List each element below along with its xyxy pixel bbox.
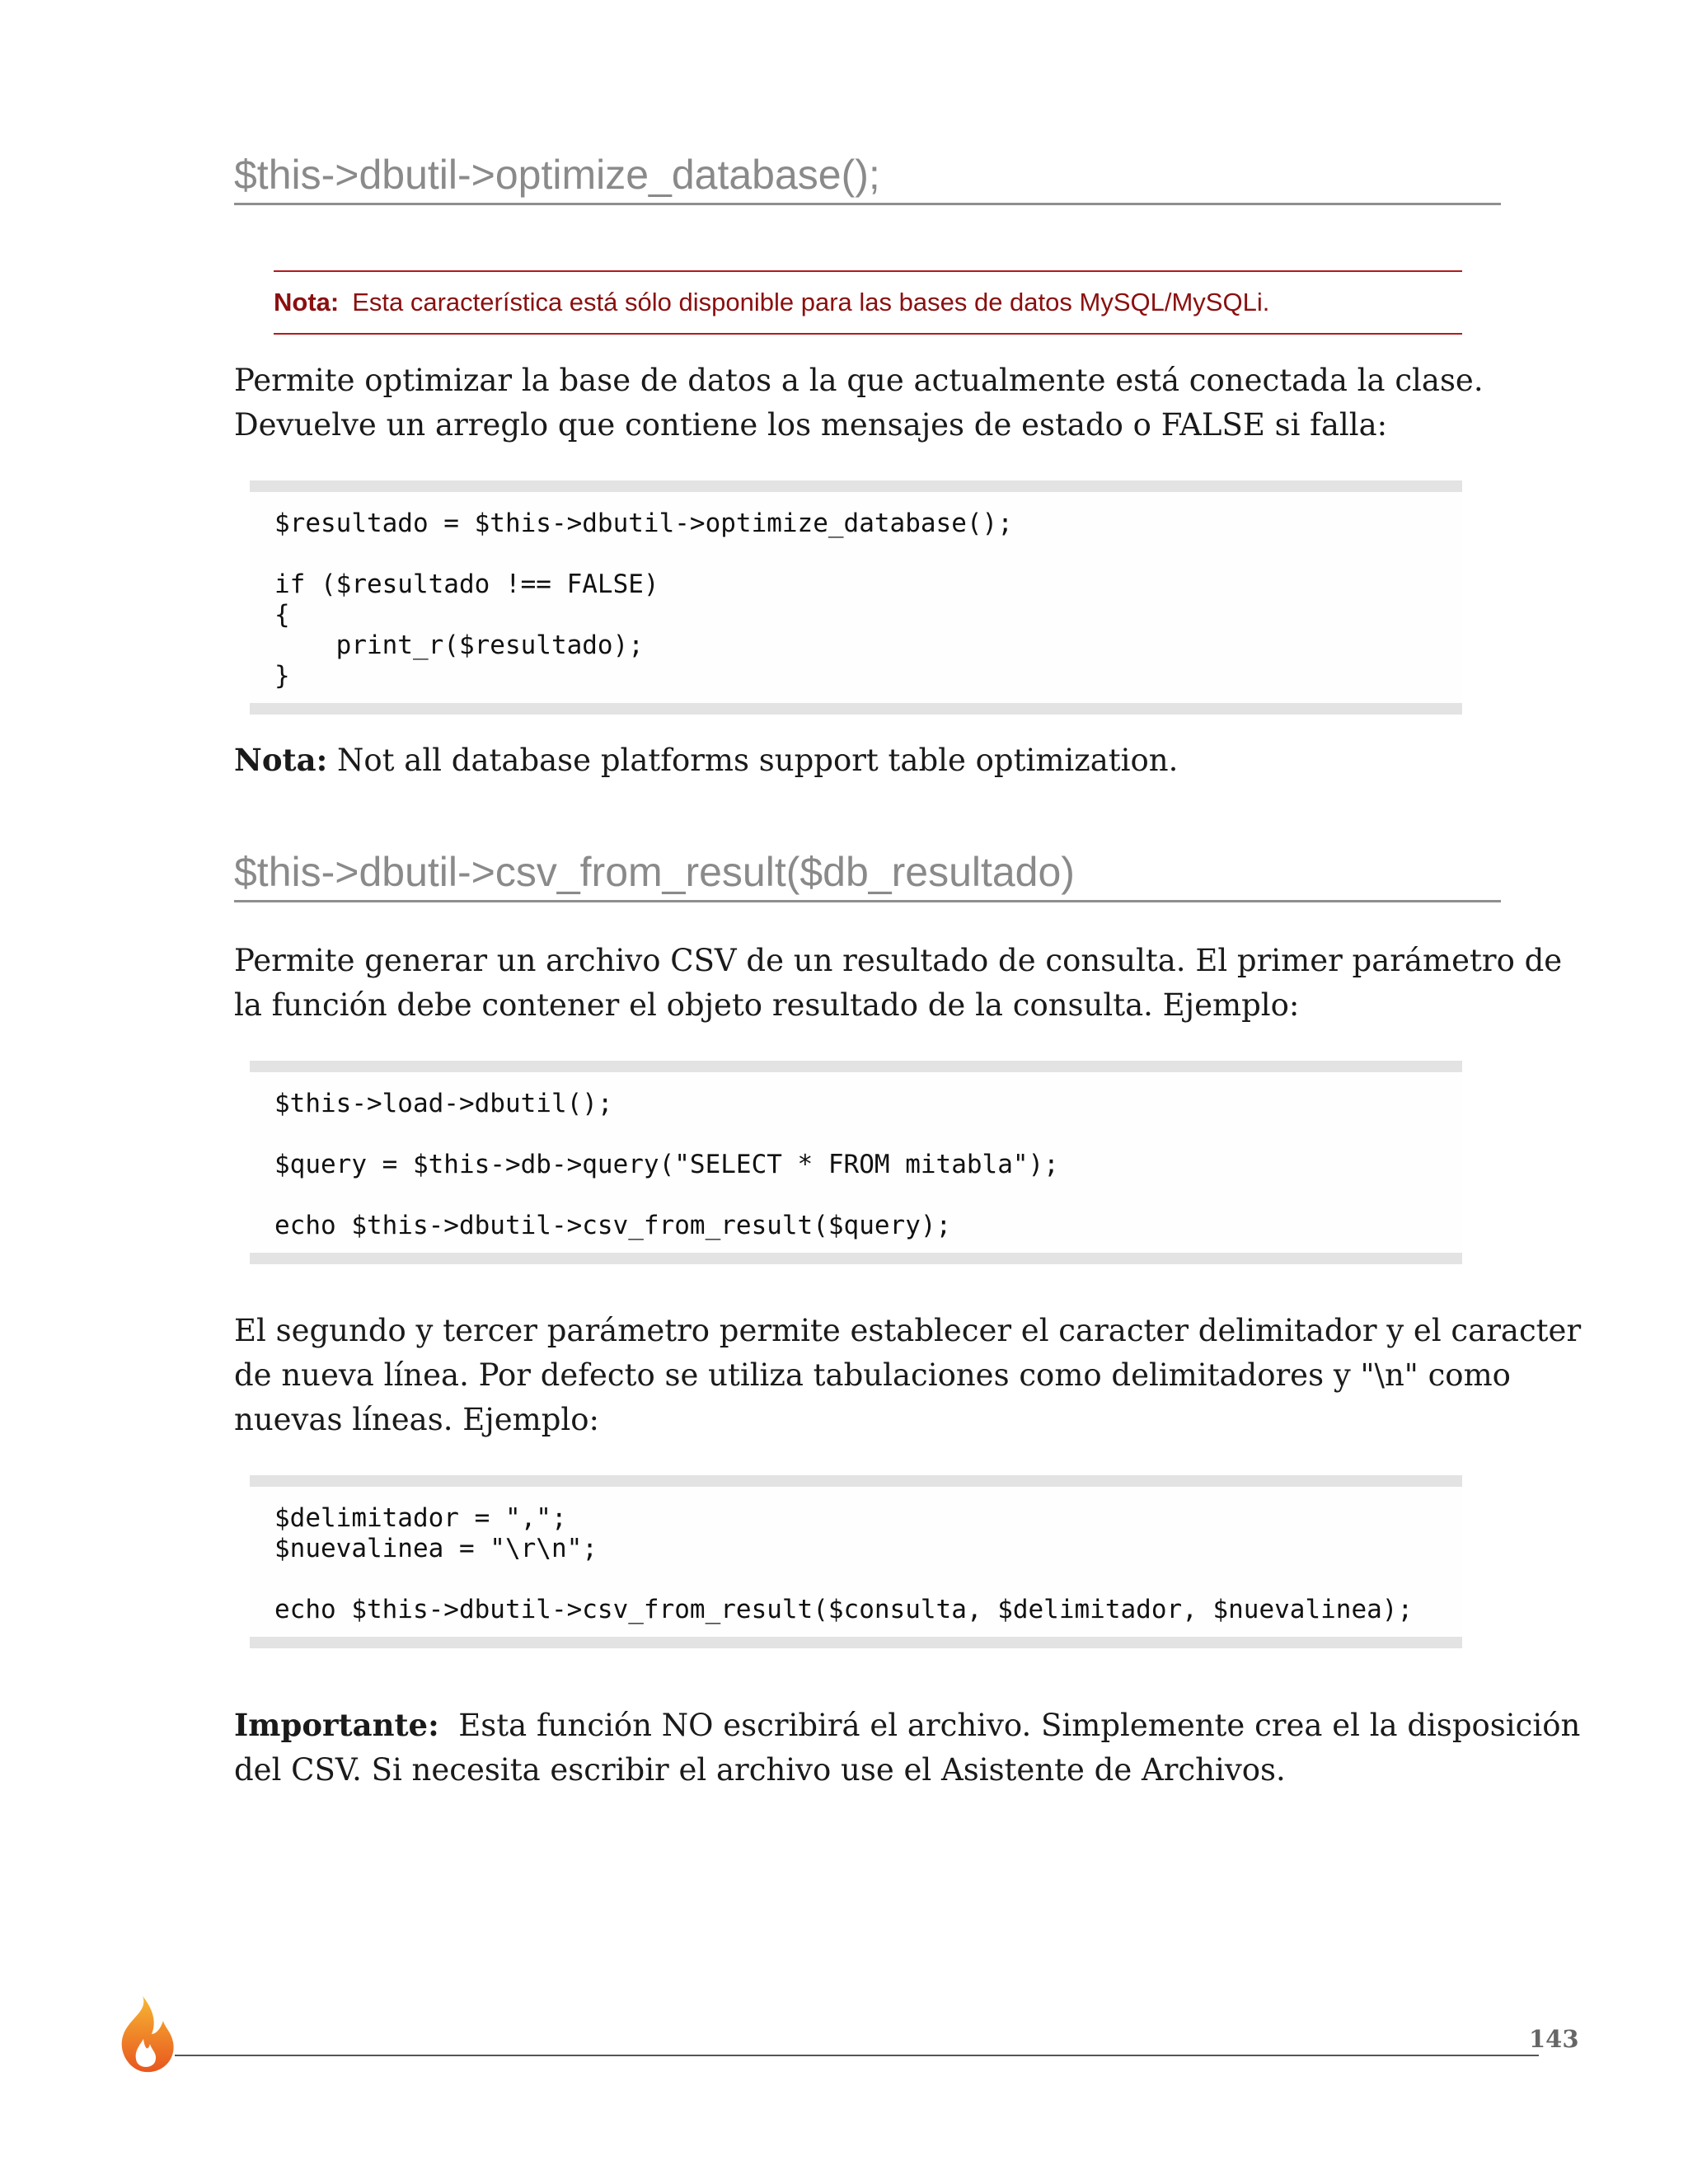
code-block-csv-delimiter — [250, 1475, 1462, 1648]
section-heading-csv-from-result: $this->dbutil->csv_from_result($db_resultado) — [234, 847, 1501, 902]
delimiter-description — [234, 1309, 1582, 1442]
note-text: Esta característica está sólo disponible para las bases de datos MySQL/MySQLi. — [352, 288, 1270, 316]
availability-note — [274, 270, 1462, 335]
note-label: Nota: — [274, 288, 340, 316]
paragraph-line: la función debe contener el objeto resultado de la consulta. Ejemplo: — [234, 987, 1300, 1023]
platform-note — [234, 738, 1503, 783]
code-block-optimize — [250, 480, 1462, 715]
footer-rule — [175, 2055, 1539, 2056]
note2-text: Not all database platforms support table optimization. — [337, 743, 1179, 778]
code-block-csv-basic — [250, 1061, 1462, 1264]
optimize-description — [234, 359, 1503, 448]
code-text: $this->load->dbutil(); $query = $this->db->query("SELECT * FROM mitabla"); echo $this->dbutil->csv_from_result($query); — [274, 1089, 1059, 1240]
section-heading-optimize-database: $this->dbutil->optimize_database(); — [234, 150, 1501, 205]
csv-description — [234, 939, 1563, 1028]
important-label: Importante: — [234, 1707, 439, 1743]
paragraph-line: nuevas líneas. Ejemplo: — [234, 1402, 599, 1437]
code-text: $delimitador = ","; $nuevalinea = "\r\n"; echo $this->dbutil->csv_from_result($consulta, $delimitador, $nuevalinea); — [274, 1503, 1414, 1624]
note2-label: Nota: — [234, 742, 328, 778]
paragraph-line: El segundo y tercer parámetro permite establecer el caracter delimitador y el caracter — [234, 1313, 1582, 1348]
important-line: Esta función NO escribirá el archivo. Simplemente crea el la disposición — [458, 1708, 1581, 1743]
important-line: del CSV. Si necesita escribir el archivo use el Asistente de Archivos. — [234, 1752, 1286, 1788]
paragraph-line: Devuelve un arreglo que contiene los mensajes de estado o FALSE si falla: — [234, 407, 1388, 443]
paragraph-line: de nueva línea. Por defecto se utiliza tabulaciones como delimitadores y "\n" como — [234, 1357, 1511, 1393]
important-note — [234, 1703, 1581, 1793]
code-text: $resultado = $this->dbutil->optimize_database(); if ($resultado !== FALSE) { print_r($resultado); } — [274, 509, 1013, 691]
paragraph-line: Permite optimizar la base de datos a la que actualmente está conectada la clase. — [234, 363, 1484, 398]
flame-icon — [106, 1993, 180, 2075]
paragraph-line: Permite generar un archivo CSV de un resultado de consulta. El primer parámetro de — [234, 943, 1563, 978]
page-number: 143 — [1529, 2025, 1579, 2053]
